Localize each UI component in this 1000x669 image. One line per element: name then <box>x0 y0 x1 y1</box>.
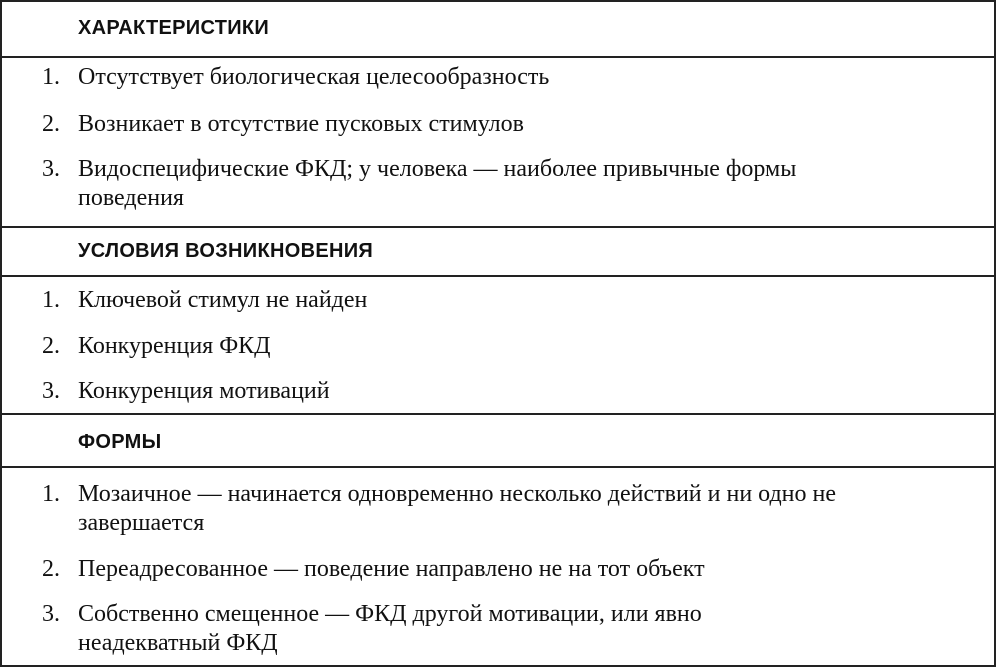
section-header-forms <box>2 415 994 468</box>
item-text: Переадресованное — поведение направлено не на тот объект <box>78 556 705 582</box>
item-number: 2. <box>42 111 60 137</box>
section-body-characteristics <box>2 58 994 228</box>
item-text: Отсутствует биологическая целесообразность <box>78 64 550 90</box>
item-text: Собственно смещенное — ФКД другой мотивации, или явно неадекватный ФКД <box>78 601 702 656</box>
item-number: 3. <box>42 156 60 182</box>
item-text: Конкуренция ФКД <box>78 333 271 359</box>
item-text: Конкуренция мотиваций <box>78 378 330 404</box>
item-text: Видоспецифические ФКД; у человека — наиболее привычные формы поведения <box>78 156 797 211</box>
section-header-characteristics <box>2 2 994 58</box>
item-number: 3. <box>42 378 60 404</box>
item-text: Мозаичное — начинается одновременно несколько действий и ни одно не завершается <box>78 481 837 536</box>
section-header-conditions <box>2 228 994 277</box>
item-number: 3. <box>42 601 60 627</box>
item-number: 1. <box>42 287 60 313</box>
item-number: 2. <box>42 556 60 582</box>
item-number: 1. <box>42 481 60 507</box>
section-title: ХАРАКТЕРИСТИКИ <box>78 17 270 39</box>
section-title: УСЛОВИЯ ВОЗНИКНОВЕНИЯ <box>78 240 374 262</box>
section-body-forms <box>2 468 994 667</box>
section-body-conditions <box>2 277 994 415</box>
item-text: Возникает в отсутствие пусковых стимулов <box>78 111 524 137</box>
item-number: 1. <box>42 64 60 90</box>
item-number: 2. <box>42 333 60 359</box>
item-text: Ключевой стимул не найден <box>78 287 368 313</box>
section-title: ФОРМЫ <box>78 431 162 453</box>
